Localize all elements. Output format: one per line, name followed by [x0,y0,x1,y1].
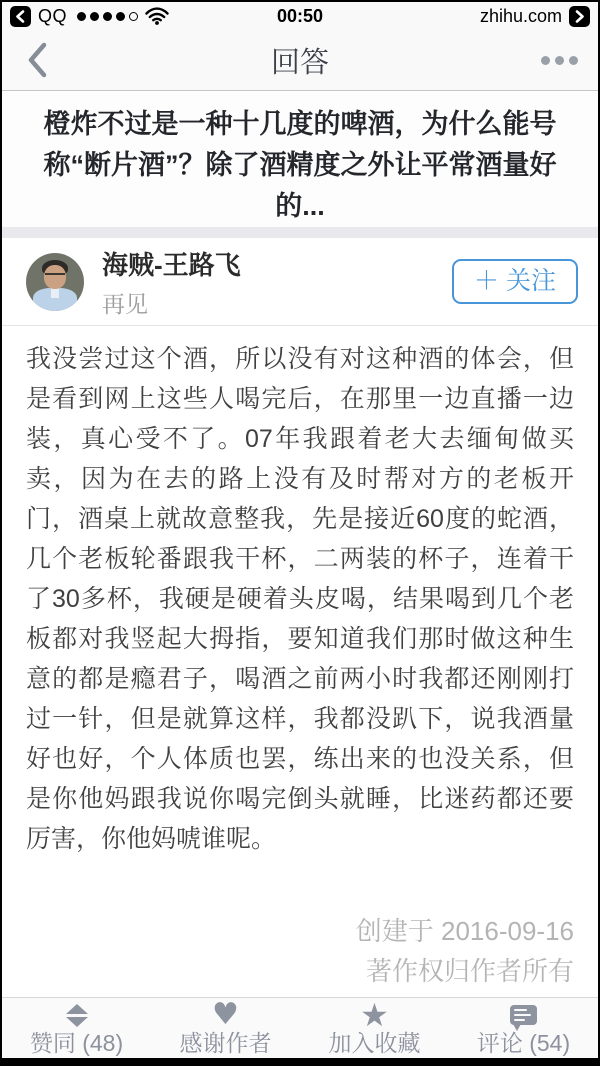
back-button[interactable] [20,38,54,82]
upvote-button[interactable] [2,998,151,1058]
heart-icon: ♥ [212,997,239,1032]
favorite-button[interactable] [300,998,449,1058]
thank-author-button[interactable] [151,998,300,1058]
avatar[interactable] [26,253,84,311]
author-card [2,238,598,326]
star-icon: ★ [360,996,389,1034]
bottom-toolbar [2,997,598,1058]
ellipsis-icon [541,56,550,65]
upvote-downvote-icon [66,1001,88,1029]
signal-dots [77,12,138,21]
comment-icon [510,1001,537,1029]
question-title[interactable]: 橙炸不过是一种十几度的啤酒，为什么能号称“断片酒”？除了酒精度之外让平常酒量好的... [2,91,598,227]
section-divider [2,227,598,238]
clock: 00:50 [276,5,324,26]
comments-button[interactable] [449,998,598,1058]
site-label: zhihu.com [479,5,562,26]
more-options-button[interactable] [539,50,580,71]
forward-to-site-icon[interactable] [569,6,590,27]
copyright-notice: 著作权归作者所有 [365,956,574,986]
nav-bar [2,30,598,91]
page-title: 回答 [270,46,329,79]
created-date: 创建于 2016-09-16 [355,916,574,946]
upvote-label: 赞同 (48) [29,1030,124,1056]
favorite-label: 加入收藏 [328,1030,421,1056]
thank-author-label: 感谢作者 [179,1030,272,1056]
answer-section [2,326,598,997]
comments-label: 评论 (54) [476,1030,571,1056]
wifi-icon [145,7,169,25]
chevron-left-icon [26,42,48,78]
author-bio: 再见 [102,290,148,317]
author-name[interactable]: 海贼-王路飞 [102,249,241,280]
carrier-label: QQ [38,5,68,26]
status-bar [2,2,598,30]
answer-body: 我没尝过这个酒，所以没有对这种酒的体会，但是看到网上这些人喝完后，在那里一边直播一边装，真心受不了。07年我跟着老大去缅甸做买卖，因为在去的路上没有及时帮对方的老板开门，酒桌上就故意整我，先是接近60度的蛇酒，几个老板轮番跟我干杯，二两装的杯子，连着干了30多杯，我硬是硬着头皮喝，结果喝到几个老板都对我竖起大拇指，要知道我们那时做这种生意的都是瘾君子，喝酒之前两小时我都还刚刚打过一针，但是就算这样，我都没趴下，说我酒量好也好，个人体质也罢，练出来的也没关系，但是你他妈跟我说你喝完倒头就睡，比迷药都还要厉害，你他妈唬谁呢。 [26,345,574,853]
back-to-app-icon[interactable] [10,6,31,27]
follow-button[interactable]: ＋ 关注 [452,259,578,304]
